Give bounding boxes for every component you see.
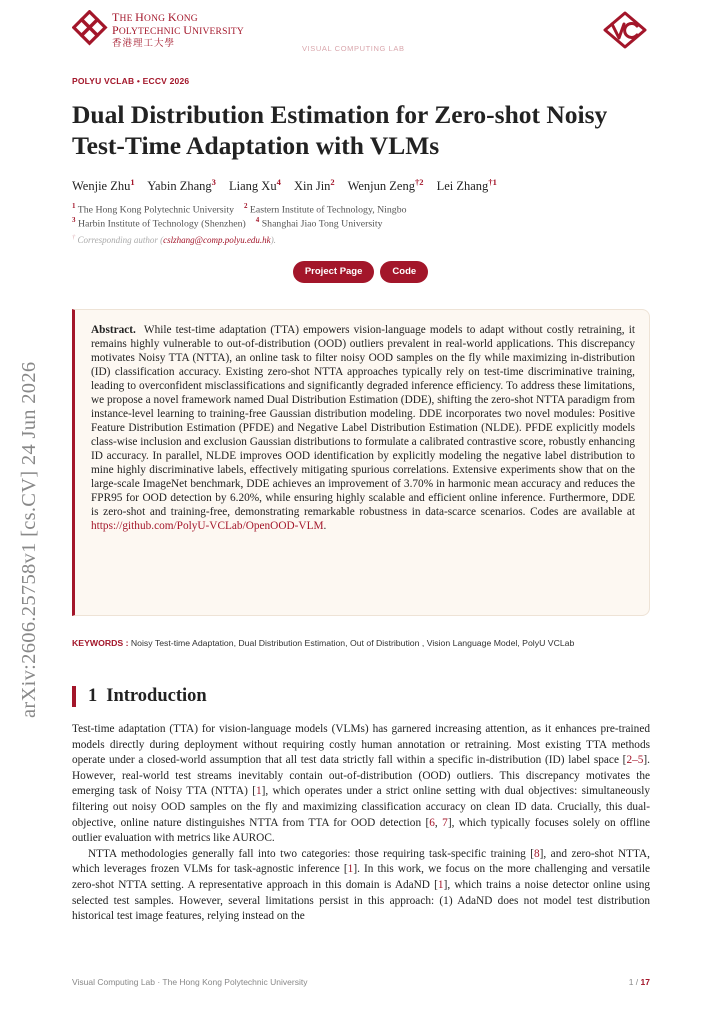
abstract-box (72, 309, 650, 616)
corresponding-author: † Corresponding author (cslzhang@comp.polyu.edu.hk). (72, 234, 276, 245)
affiliation-line: $^3$ Harbin Institute of Technology (Shenzhen) $^4$ Shanghai Jiao Tong University (72, 216, 383, 230)
paragraph-text: NTTA methodologies generally fall into two categories: those requiring task-specific training [ (88, 847, 534, 860)
citation-link[interactable]: 2–5 (626, 754, 644, 767)
page-header (72, 10, 650, 53)
university-name: THE HONG KONG POLYTECHNIC UNIVERSITY 香港理工大學 (112, 10, 244, 49)
section-accent-bar (72, 686, 76, 707)
paragraph-text: ], which operates under a strict online setting with dual objectives: simultaneously filtering out noisy OOD samples on the fly and maximizing classification accuracy on clean ID data. Crucially, this dual-objective, online nature distinguishes NTTA from TTA for OOD detection [ (72, 785, 650, 829)
paragraph-text: ], which typically focuses solely on offline outlier evaluation with metrics like AUROC. (72, 816, 650, 845)
lab-label: VISUAL COMPUTING LAB (302, 44, 405, 53)
citation-link[interactable]: 8 (533, 847, 540, 860)
paragraph-text: ], and zero-shot NTTA, which leverages frozen VLMs for task-agnostic inference [ (72, 847, 650, 876)
author: Xin Jin$^2$ (293, 177, 335, 194)
citation-link[interactable]: 1 (437, 878, 444, 891)
abstract-text: Abstract. While test-time adaptation (TTA) empowers vision-language models to adapt without costly retraining, it remains highly vulnerable to out-of-distribution (OOD) outliers prevalent in real-world applications. This discrepancy motivates Noisy TTA (NTTA), an online task to filter noisy OOD samples on the fly while maximizing in-distribution (ID) classification accuracy. Existing zero-shot NTTA approaches typically rely on test-time discriminative training, leading to overconfident misclassifications and significantly degraded inference efficiency. To address these limitations, we propose a novel framework named Dual Distribution Estimation (DDE), shifting the zero-shot NTTA paradigm from instance-level learning to training-free Gaussian distribution modeling. DDE incorporates two novel modules: Positive Feature Distribution Estimation (PFDE) and Negative Label Distribution Estimation (NLDE). PFDE explicitly models class-wise inclusion and exclusion Gaussian distributions to formulate a calibrated contrastive score, robustly enhancing ID accuracy. In parallel, NLDE improves OOD identification by explicitly modeling the negative label distribution to mine highly discriminative labels, effectively mitigating spurious correlations. Extensive experiments show that on the large-scale ImageNet benchmark, DDE achieves an improvement of 3.70% in harmonic mean accuracy and reduces the FPR95 for OOD detection by 6.20%, while ensuring highly scalable and efficient online inference. Furthermore, DDE is zero-shot and training-free, demonstrating remarkable robustness in data-scarce scenarios. Codes are available at https://github.com/PolyU-VCLab/OpenOOD-VLM. (91, 324, 635, 532)
page-footer (72, 977, 650, 987)
affiliation-line: $^1$ The Hong Kong Polytechnic University $^2$ Eastern Institute of Technology, Ningbo (72, 202, 407, 216)
university-chinese-name: 香港理工大學 (112, 38, 176, 49)
paragraph-text: ], which trains a noise detector online using selected test samples. However, several limitations persist in this approach: (1) AdaND does not model test distribution historical test image features, relying instead on the (72, 878, 650, 923)
arxiv-stamp: arXiv:2606.25758v1 [cs.CV] 24 Jun 2026 (18, 361, 40, 718)
author: Liang Xu$^4$ (229, 177, 281, 194)
paragraph-text: ]. In this work, we focus on the more challenging and versatile zero-shot NTTA setting. A representative approach in this domain is AdaND [ (72, 863, 650, 891)
citation-link[interactable]: 1 (255, 785, 262, 798)
vc-lab-logo-icon (602, 10, 648, 50)
author: Yabin Zhang$^3$ (147, 177, 216, 194)
paper-title: Dual Distribution Estimation for Zero-shot Noisy Test-Time Adaptation with VLMs (72, 100, 608, 160)
project-page-button[interactable]: Project Page (293, 261, 375, 283)
code-repo-link[interactable]: https://github.com/PolyU-VCLab/OpenOOD-VLM (91, 520, 324, 532)
page-number: 1 / 17 (628, 977, 650, 987)
paragraph (72, 847, 650, 925)
link-buttons (0, 261, 721, 283)
introduction-body (72, 722, 650, 925)
author: Wenjun Zeng$^{\dagger 2}$ (347, 177, 424, 194)
venue-label: POLYU VCLAB • ECCV 2026 (72, 76, 190, 86)
citation-link[interactable]: 7 (442, 816, 448, 829)
paragraph-text: Test-time adaptation (TTA) for vision-language models (VLMs) has garnered increasing attention, as it enhances pre-trained models directly during deployment without requiring costly human annotation or retraining. Most existing TTA methods operate under a closed-world assumption that all test data strictly fall within a specific in-distribution (ID) label space [ (72, 723, 650, 767)
section-title: 1 Introduction (88, 686, 207, 706)
footer-text: Visual Computing Lab · The Hong Kong Polytechnic University (72, 977, 308, 987)
paragraph-text: ]. However, real-world test streams inevitably contain out-of-distribution (OOD) outliers. This discrepancy motivates the emerging task of Noisy TTA (NTTA) [ (72, 754, 650, 798)
corresponding-email-link[interactable]: cslzhang@comp.polyu.edu.hk (163, 235, 271, 245)
citation-link[interactable]: 1 (347, 863, 354, 876)
author-list (72, 177, 507, 194)
code-button[interactable]: Code (380, 261, 428, 283)
author: Wenjie Zhu$^1$ (72, 177, 135, 194)
citation-link[interactable]: 6 (429, 816, 435, 829)
paragraph (72, 722, 650, 847)
paragraph-text: , (434, 816, 443, 829)
keywords: KEYWORDS : Noisy Test-time Adaptation, Dual Distribution Estimation, Out of Distribution , Vision Language Model, PolyU VCLab (72, 638, 575, 648)
polyu-logo-icon (72, 10, 108, 46)
author: Lei Zhang$^{\dagger 1}$ (436, 177, 497, 194)
